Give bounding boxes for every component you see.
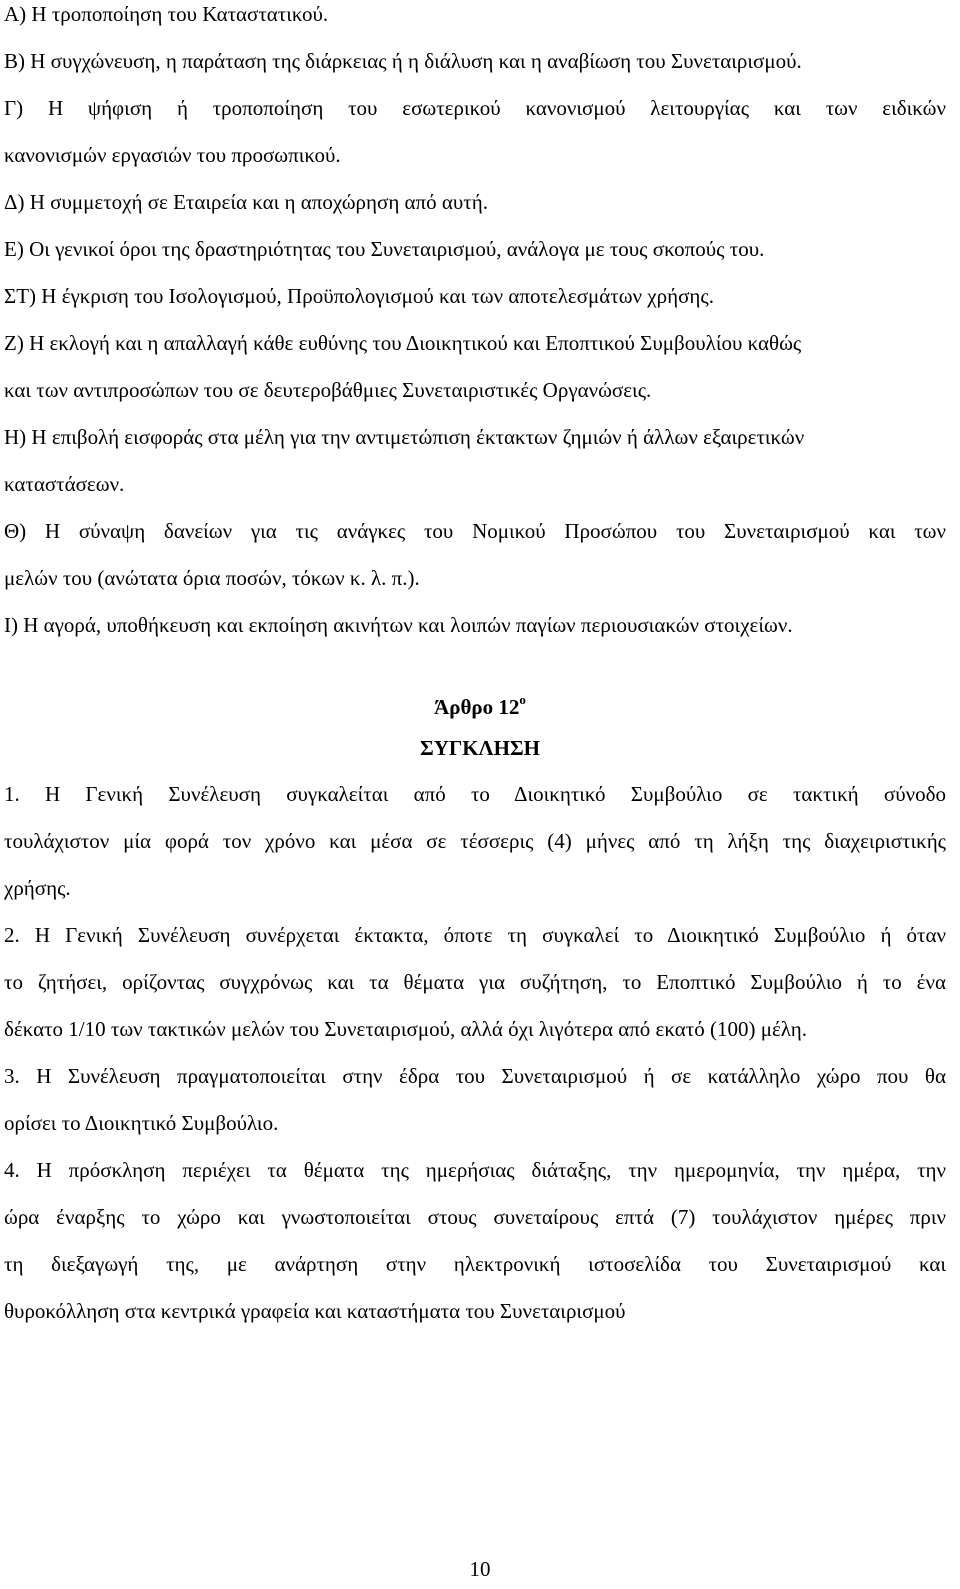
list-item-h-line2: καταστάσεων. bbox=[4, 472, 125, 496]
paragraph-2-line2: το ζητήσει, ορίζοντας συγχρόνως και τα θέματα για συζήτηση, το Εποπτικό Συμβούλιο ή το ένα bbox=[4, 970, 946, 994]
article-subtitle: ΣΥΓΚΛΗΣΗ bbox=[419, 736, 541, 760]
article-title-text: Άρθρο 12 bbox=[434, 695, 520, 719]
paragraph-4-line3: τη διεξαγωγή της, με ανάρτηση στην ηλεκτρονική ιστοσελίδα του Συνεταιρισμού και bbox=[4, 1252, 946, 1276]
paragraph-2-line1: 2. Η Γενική Συνέλευση συνέρχεται έκτακτα, όποτε τη συγκαλεί το Διοικητικό Συμβούλιο ή όταν bbox=[4, 923, 946, 947]
paragraph-1-line3: χρήσης. bbox=[4, 876, 71, 900]
list-item-st: ΣΤ) Η έγκριση του Ισολογισμού, Προϋπολογισμού και των αποτελεσμάτων χρήσης. bbox=[4, 284, 714, 308]
list-item-z-line2: και των αντιπροσώπων του σε δευτεροβάθμιες Συνεταιριστικές Οργανώσεις. bbox=[4, 378, 652, 402]
list-item-c-line1: Γ) Η ψήφιση ή τροποποίηση του εσωτερικού κανονισμού λειτουργίας και των ειδικών bbox=[4, 96, 946, 120]
article-title-superscript: ο bbox=[519, 692, 526, 707]
paragraph-4-line2: ώρα έναρξης το χώρο και γνωστοποιείται στους συνεταίρους επτά (7) τουλάχιστον ημέρες πριν bbox=[4, 1205, 946, 1229]
list-item-c-line2: κανονισμών εργασιών του προσωπικού. bbox=[4, 143, 341, 167]
list-item-i: Ι) Η αγορά, υποθήκευση και εκποίηση ακινήτων και λοιπών παγίων περιουσιακών στοιχείων. bbox=[4, 613, 793, 637]
paragraph-1-line2: τουλάχιστον μία φορά τον χρόνο και μέσα σε τέσσερις (4) μήνες από τη λήξη της διαχειριστικής bbox=[4, 829, 946, 853]
paragraph-2-line3: δέκατο 1/10 των τακτικών μελών του Συνεταιρισμού, αλλά όχι λιγότερα από εκατό (100) μέλη. bbox=[4, 1017, 808, 1041]
list-item-th-line2: μελών του (ανώτατα όρια ποσών, τόκων κ. λ. π.). bbox=[4, 566, 420, 590]
paragraph-4-line4: θυροκόλληση στα κεντρικά γραφεία και καταστήματα του Συνεταιρισμού bbox=[4, 1299, 626, 1323]
list-item-e: Ε) Οι γενικοί όροι της δραστηριότητας του Συνεταιρισμού, ανάλογα με τους σκοπούς του. bbox=[4, 237, 765, 261]
paragraph-3-line2: ορίσει το Διοικητικό Συμβούλιο. bbox=[4, 1111, 279, 1135]
list-item-th-line1: Θ) Η σύναψη δανείων για τις ανάγκες του Νομικού Προσώπου του Συνεταιρισμού και των bbox=[4, 519, 946, 543]
list-item-z-line1: Ζ) Η εκλογή και η απαλλαγή κάθε ευθύνης του Διοικητικού και Εποπτικού Συμβουλίου καθώς bbox=[4, 331, 802, 355]
list-item-a: Α) Η τροποποίηση του Καταστατικού. bbox=[4, 2, 329, 26]
paragraph-3-line1: 3. Η Συνέλευση πραγματοποιείται στην έδρα του Συνεταιρισμού ή σε κατάλληλο χώρο που θα bbox=[4, 1064, 946, 1088]
list-item-d: Δ) Η συμμετοχή σε Εταιρεία και η αποχώρηση από αυτή. bbox=[4, 190, 488, 214]
paragraph-4-line1: 4. Η πρόσκληση περιέχει τα θέματα της ημερήσιας διάταξης, την ημερομηνία, την ημέρα, την bbox=[4, 1158, 946, 1182]
paragraph-1-line1: 1. Η Γενική Συνέλευση συγκαλείται από το Διοικητικό Συμβούλιο σε τακτική σύνοδο bbox=[4, 782, 946, 806]
list-item-h-line1: Η) Η επιβολή εισφοράς στα μέλη για την αντιμετώπιση έκτακτων ζημιών ή άλλων εξαιρετικών bbox=[4, 425, 805, 449]
page-number: 10 bbox=[469, 1557, 491, 1581]
article-title bbox=[0, 689, 960, 720]
list-item-b: Β) Η συγχώνευση, η παράταση της διάρκειας ή η διάλυση και η αναβίωση του Συνεταιρισμού. bbox=[4, 49, 802, 73]
